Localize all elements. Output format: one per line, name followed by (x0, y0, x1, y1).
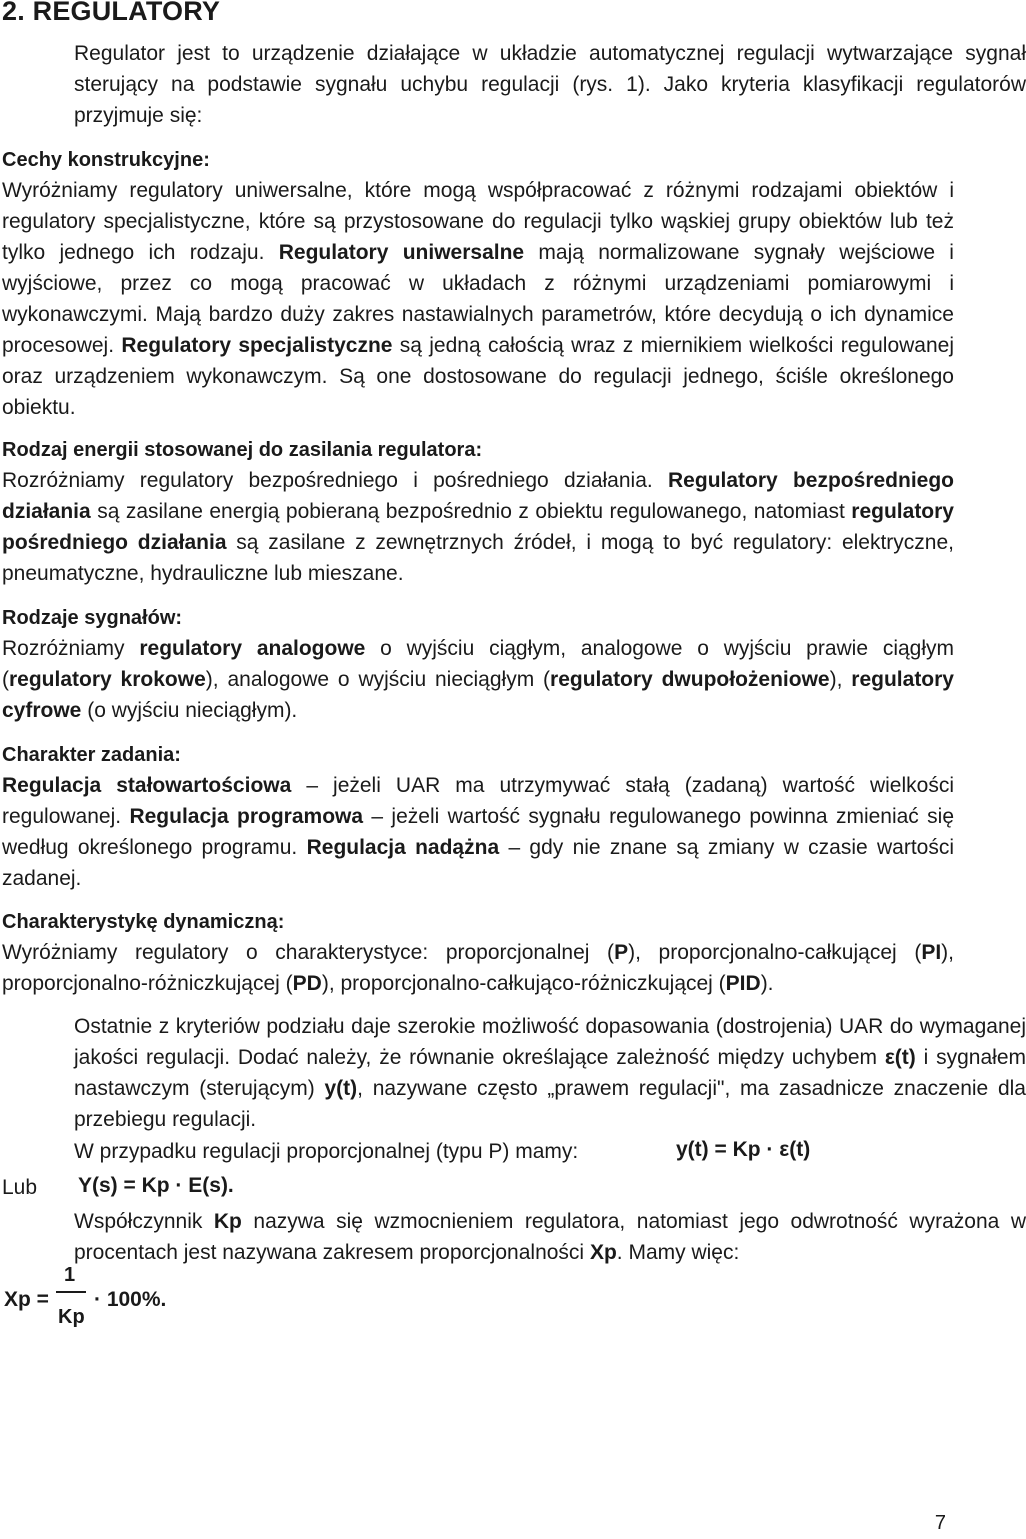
paragraph-kp (2, 1206, 1026, 1268)
epsilon-symbol: ε(t) (884, 1046, 916, 1069)
paragraph-signal-types (2, 633, 954, 726)
intro-paragraph (2, 38, 1026, 131)
formula-p-laplace: Y(s) = Kp · E(s). (78, 1174, 234, 1197)
text: są zasilane z zewnętrznych źródeł, i mogą to być regulatory: elektryczne, pneumatyczne, hydrauliczne lub mieszane. (2, 531, 954, 585)
bold-term: regulatory pośredniego działania (2, 500, 954, 554)
p-regulator-intro: W przypadku regulacji proporcjonalnej (typu P) mamy: (74, 1140, 579, 1163)
formula-xp-rhs: · 100%. (94, 1288, 167, 1311)
text: i sygnałem nastawczym (sterującym) (74, 1046, 1026, 1100)
formula-xp-lhs: Xp = (4, 1288, 49, 1311)
text: Rozróżniamy (2, 637, 125, 660)
bold-term: Regulatory uniwersalne (278, 241, 525, 264)
paragraph-closing (2, 1011, 1026, 1135)
bold-term: regulatory cyfrowe (2, 668, 954, 722)
text: – jeżeli wartość sygnału regulowanego powinna zmieniać się według określonego programu. (2, 805, 955, 859)
bold-term: PD (292, 972, 322, 995)
text: ), (829, 668, 843, 691)
text: są zasilane energią pobieraną bezpośrednio z obiektu regulowanego, natomiast (97, 500, 845, 523)
bold-term: Kp (213, 1210, 242, 1233)
text: Współczynnik (74, 1210, 203, 1233)
bold-term: Regulatory bezpośredniego działania (2, 469, 954, 523)
heading-dynamic-characteristic: Charakterystykę dynamiczną: (2, 911, 285, 933)
bold-term: Xp (589, 1241, 617, 1264)
text: (o wyjściu nieciągłym). (87, 699, 298, 722)
formula-p-time-domain: y(t) = Kp · ε(t) (676, 1138, 811, 1161)
text: ), proporcjonalno-całkującej ( (628, 941, 922, 964)
bold-term: regulatory analogowe (139, 637, 366, 660)
page-number: 7 (934, 1512, 946, 1534)
fraction-line (56, 1291, 86, 1293)
text: , nazywane często „prawem regulacji", ma zasadnicze znaczenie dla przebiegu regulacji. (74, 1077, 1026, 1131)
lub-label: Lub (2, 1176, 38, 1199)
section-title: 2. REGULATORY (2, 0, 221, 26)
paragraph-energy-type (2, 465, 954, 589)
bold-term: PID (725, 972, 761, 995)
heading-design-features: Cechy konstrukcyjne: (2, 149, 210, 171)
text: – gdy nie znane są zmiany w czasie wartości zadanej. (2, 836, 955, 890)
text: ), proporcjonalno-całkująco-różniczkującej ( (321, 972, 726, 995)
heading-task-type: Charakter zadania: (2, 744, 181, 766)
y-symbol: y(t) (324, 1077, 358, 1100)
text: nazywa się wzmocnieniem regulatora, natomiast jego odwrotność wyrażona w procentach jest nazywana zakresem proporcjonalności (74, 1210, 1026, 1264)
text: Wyróżniamy regulatory uniwersalne, które mogą współpracować z różnymi rodzajami obiektów i regulatory specjalistyczne, które są przystosowane do regulacji tylko wąskiej grupy obiektów lub też tylko jednego ich rodzaju. (2, 179, 954, 264)
bold-term: regulatory dwupołożeniowe (550, 668, 830, 691)
text: . Mamy więc: (616, 1241, 740, 1264)
text: są jedną całością wraz z miernikiem wielkości regulowanej oraz urządzeniem wykonawczym. Są one dostosowane do regulacji jednego, ściśle określonego obiektu. (2, 334, 954, 419)
intro-text: Regulator jest to urządzenie działające w układzie automatycznej regulacji wytwarzające sygnał sterujący na podstawie sygnału uchybu regulacji (rys. 1). Jako kryteria klasyfikacji regulatorów przyjmuje się: (74, 42, 1026, 127)
text: Rozróżniamy regulatory bezpośredniego i pośredniego działania. (2, 469, 653, 492)
heading-signal-types: Rodzaje sygnałów: (2, 607, 183, 629)
bold-term: Regulatory specjalistyczne (121, 334, 393, 357)
bold-term: Regulacja nadążna (306, 836, 500, 859)
text: ), analogowe o wyjściu nieciągłym ( (205, 668, 551, 691)
paragraph-dynamic-characteristic (2, 937, 954, 999)
formula-xp-denominator: Kp (58, 1306, 85, 1328)
bold-term: Regulacja stałowartościowa (2, 774, 292, 797)
formula-xp-numerator: 1 (64, 1264, 76, 1286)
bold-term: Regulacja programowa (129, 805, 364, 828)
text: Ostatnie z kryteriów podziału daje szerokie możliwość dopasowania (dostrojenia) UAR do wymaganej jakości regulacji. Dodać należy, że równanie określające zależność między uchybem (74, 1015, 1026, 1069)
heading-energy-type: Rodzaj energii stosowanej do zasilania regulatora: (2, 439, 483, 461)
text: ). (760, 972, 774, 995)
bold-term: regulatory krokowe (9, 668, 206, 691)
paragraph-design-features (2, 175, 954, 423)
paragraph-task-type (2, 770, 954, 894)
text: ), proporcjonalno-różniczkującej ( (2, 941, 954, 995)
text: – jeżeli UAR ma utrzymywać stałą (zadaną) wartość wielkości regulowanej. (2, 774, 954, 828)
text: Wyróżniamy regulatory o charakterystyce: proporcjonalnej ( (2, 941, 615, 964)
bold-term: P (614, 941, 629, 964)
bold-term: PI (921, 941, 942, 964)
text: o wyjściu ciągłym, analogowe o wyjściu prawie ciągłym ( (2, 637, 954, 691)
text: mają normalizowane sygnały wejściowe i wyjściowe, przez co mogą pracować w układach z różnymi urządzeniami pomiarowymi i wykonawczymi. Mają bardzo duży zakres nastawialnych parametrów, które decydują o ich dynamice procesowej. (2, 241, 954, 357)
